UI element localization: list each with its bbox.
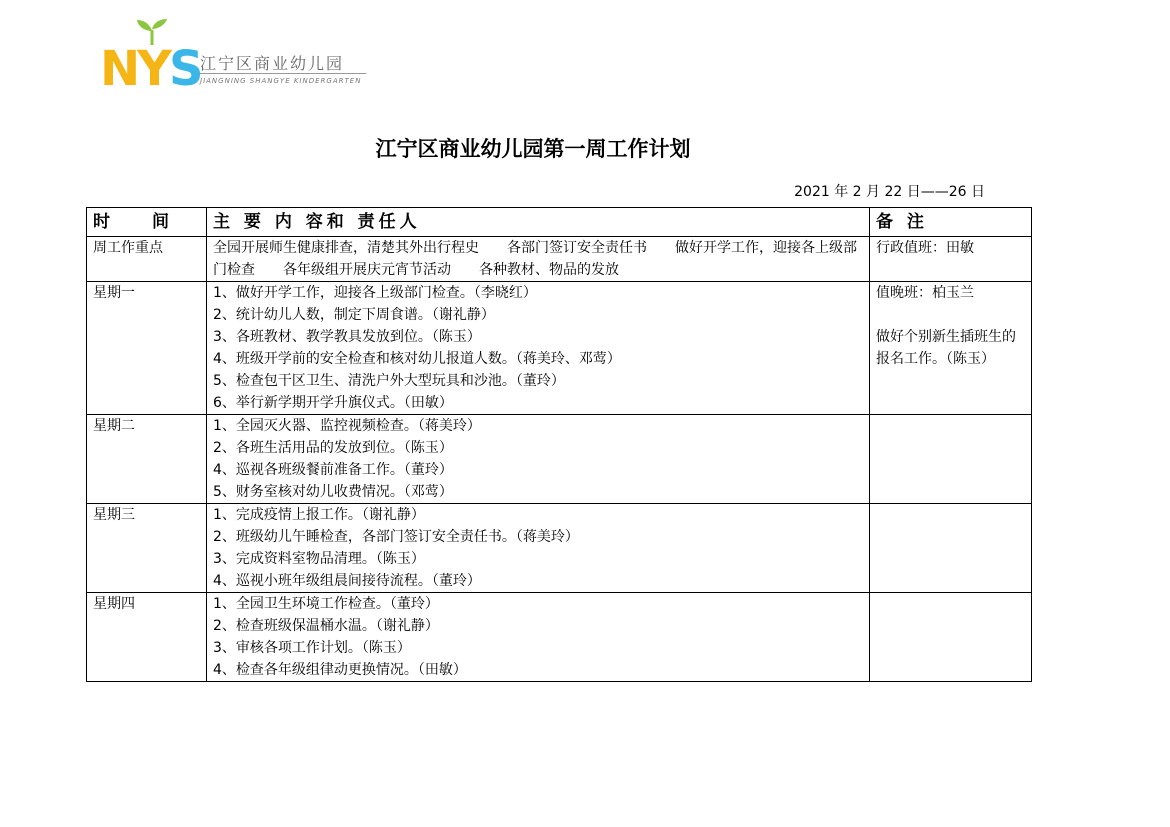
table-row-wednesday [87,504,1032,593]
table-row-focus [87,237,1032,282]
list-item: 2、统计幼儿人数，制定下周食谱。（谢礼静） [213,307,495,323]
list-item: 1、做好开学工作，迎接各上级部门检查。（李晓红） [213,285,537,301]
focus-content: 全园开展师生健康排查，清楚其外出行程史 各部门签订安全责任书 做好开学工作，迎接各上级部门检查 各年级组开展庆元宵节活动 各种教材、物品的发放 [213,240,857,278]
row-remark [870,282,1032,415]
header-content: 主 要 内 容和 责任人 [207,208,870,237]
list-item: 1、全园卫生环境工作检查。（董玲） [213,596,439,612]
list-item: 6、举行新学期开学升旗仪式。（田敏） [213,395,453,411]
row-remark [870,593,1032,682]
list-item: 1、完成疫情上报工作。（谢礼静） [213,507,425,523]
list-item: 4、检查各年级组律动更换情况。（田敏） [213,662,467,678]
list-item: 4、巡视各班级餐前准备工作。（董玲） [213,462,453,478]
row-label: 星期一 [87,282,207,415]
row-label: 星期三 [87,504,207,593]
list-item: 1、全园灭火器、监控视频检查。（蒋美玲） [213,418,481,434]
row-content [207,282,870,415]
list-item: 2、班级幼儿午睡检查，各部门签订安全责任书。（蒋美玲） [213,529,579,545]
row-label: 星期四 [87,593,207,682]
work-plan-table [86,207,1032,682]
row-remark: 行政值班：田敏 [870,237,1032,282]
logo-divider [200,73,366,74]
table-row-thursday [87,593,1032,682]
list-item: 2、检查班级保温桶水温。（谢礼静） [213,618,439,634]
row-remark [870,415,1032,504]
logo-letter-y: Y [137,41,169,97]
remark-note: 做好个别新生插班生的报名工作。（陈玉） [876,329,1016,367]
row-content [207,504,870,593]
row-content [207,237,870,282]
row-label: 周工作重点 [87,237,207,282]
row-label: 星期二 [87,415,207,504]
logo-letter-s: S [168,41,201,97]
kindergarten-logo [100,18,370,98]
list-item: 4、巡视小班年级组晨间接待流程。（董玲） [213,573,481,589]
row-content [207,593,870,682]
page-title: 江宁区商业幼儿园第一周工作计划 [375,136,691,161]
list-item: 4、班级开学前的安全检查和核对幼儿报道人数。（蒋美玲、邓莺） [213,351,621,367]
header-time-part-1: 时 [93,212,114,232]
row-remark [870,504,1032,593]
logo-letter-n: N [100,41,138,97]
table-row-tuesday [87,415,1032,504]
table-row-monday [87,282,1032,415]
date-range: 2021 年 2 月 22 日——26 日 [794,184,985,200]
logo-letters [100,41,201,97]
list-item: 3、审核各项工作计划。（陈玉） [213,640,411,656]
list-item: 5、检查包干区卫生、清洗户外大型玩具和沙池。（董玲） [213,373,565,389]
list-item: 5、财务室核对幼儿收费情况。（邓莺） [213,484,453,500]
header-time-part-2: 间 [152,212,173,232]
logo-name-cn: 江宁区商业幼儿园 [200,54,345,73]
header-time [87,208,207,237]
logo-name-en: JIANGNING SHANGYE KINDERGARTEN [200,77,362,85]
list-item: 3、各班教材、教学教具发放到位。（陈玉） [213,329,481,345]
table-header-row [87,208,1032,237]
list-item: 2、各班生活用品的发放到位。（陈玉） [213,440,453,456]
list-item: 3、完成资料室物品清理。（陈玉） [213,551,425,567]
duty-note: 值晚班：柏玉兰 [876,285,974,301]
header-remark: 备 注 [870,208,1032,237]
row-content [207,415,870,504]
